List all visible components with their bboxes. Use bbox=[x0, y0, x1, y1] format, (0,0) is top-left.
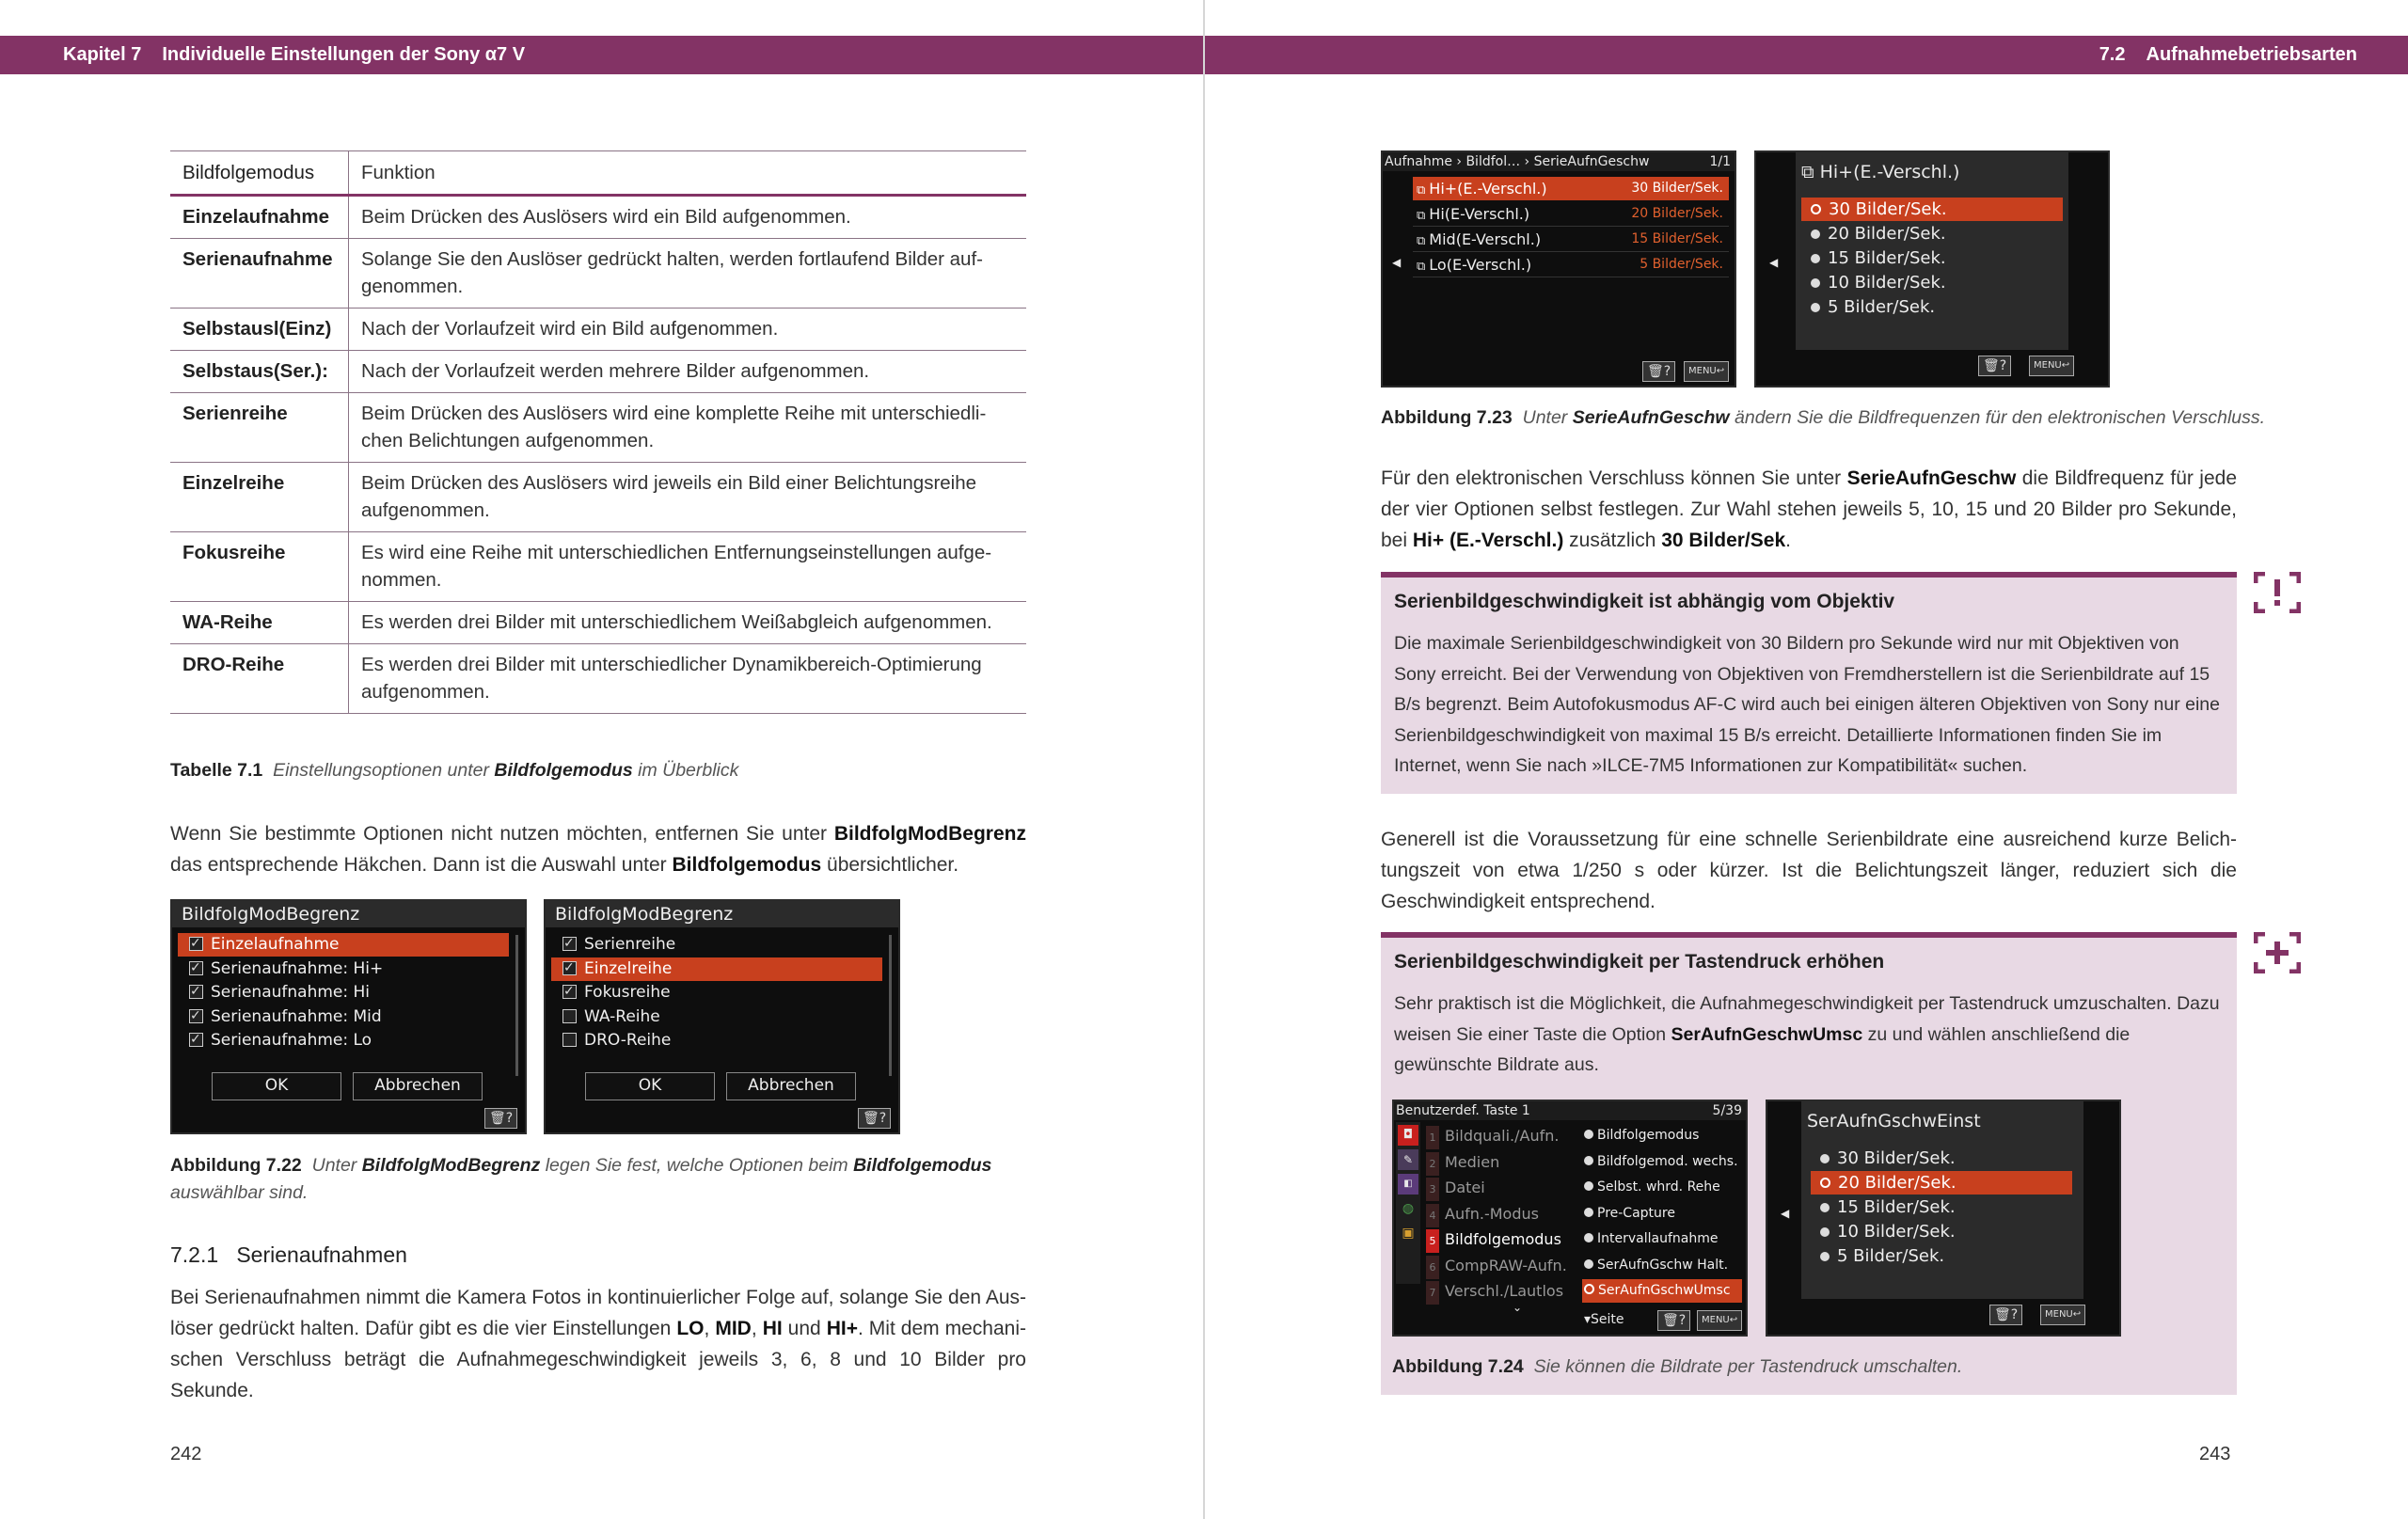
ok-button[interactable]: OK bbox=[585, 1072, 715, 1100]
radio-option[interactable] bbox=[1811, 1195, 2072, 1219]
ok-button[interactable]: OK bbox=[212, 1072, 341, 1100]
checkbox[interactable] bbox=[189, 937, 203, 951]
right-page bbox=[1205, 0, 2408, 1519]
table-caption-text-end: im Überblick bbox=[632, 760, 739, 781]
checkbox[interactable] bbox=[189, 1033, 203, 1047]
edit-icon: ✎ bbox=[1398, 1149, 1418, 1170]
category-label: Verschl./Lautlos bbox=[1445, 1282, 1564, 1300]
menu-item[interactable] bbox=[1413, 228, 1729, 252]
radio-label: 5 Bilder/Sek. bbox=[1828, 297, 1936, 317]
menu-item-label: Mid(E-Verschl.) bbox=[1429, 230, 1542, 248]
checkbox[interactable] bbox=[189, 985, 203, 999]
left-arrow-icon: ◀ bbox=[1781, 1207, 1790, 1220]
cancel-button[interactable]: Abbrechen bbox=[726, 1072, 856, 1100]
category-label: Bildquali./Aufn. bbox=[1445, 1127, 1560, 1145]
category-item[interactable] bbox=[1426, 1202, 1567, 1226]
bold-term: SerAufnGeschwUmsc bbox=[1671, 1023, 1863, 1045]
menu-item[interactable] bbox=[1413, 253, 1729, 277]
radio-dot bbox=[1820, 1252, 1830, 1261]
category-number: 4 bbox=[1426, 1204, 1439, 1227]
checkbox[interactable] bbox=[562, 985, 577, 999]
table-cell-mode: Serienreihe bbox=[170, 393, 349, 463]
category-number: 7 bbox=[1426, 1281, 1439, 1305]
checkbox-item[interactable] bbox=[551, 1005, 882, 1029]
radio-dot bbox=[1584, 1284, 1594, 1294]
menu-item-label: Hi+(E.-Verschl.) bbox=[1429, 180, 1547, 198]
text: legen Sie fest, welche Optionen beim bbox=[540, 1155, 854, 1176]
checkbox-item[interactable] bbox=[551, 957, 882, 981]
category-label: Datei bbox=[1445, 1179, 1485, 1196]
table-caption bbox=[170, 757, 738, 784]
figure-label: Abbildung 7.23 bbox=[1381, 407, 1513, 428]
network-icon: ◍ bbox=[1402, 1201, 1415, 1216]
trash-help-icon: 🗑? bbox=[1978, 356, 2011, 376]
radio-label: 10 Bilder/Sek. bbox=[1837, 1222, 1956, 1242]
paragraph-electronic-shutter: Für den elektronischen Verschluss können Sie unter SerieAufnGeschw die Bildfrequenz für jede der vier Optionen selbst festlegen. Zur Wahl stehen jeweils 5, 10, 15 und 20 Bilder pro Sekunde, bei Hi+ (E.-Verschl.) zusätzlich 30 Bilder/Sek. bbox=[1381, 467, 2238, 551]
category-item[interactable] bbox=[1426, 1279, 1567, 1303]
table-cell-mode: WA-Reihe bbox=[170, 602, 349, 644]
menu-item[interactable] bbox=[1413, 177, 1729, 200]
radio-option[interactable] bbox=[1801, 295, 2063, 319]
table-caption-label: Tabelle 7.1 bbox=[170, 760, 263, 781]
function-label: SerAufnGschwUmsc bbox=[1598, 1283, 1731, 1298]
category-item[interactable] bbox=[1426, 1254, 1567, 1277]
breadcrumb-text: Aufnahme › Bildfol… › SerieAufnGeschw bbox=[1385, 154, 1650, 169]
function-item[interactable] bbox=[1582, 1227, 1742, 1251]
page-number: 243 bbox=[2199, 1444, 2231, 1464]
radio-label: 10 Bilder/Sek. bbox=[1828, 273, 1946, 293]
radio-option[interactable] bbox=[1811, 1244, 2072, 1268]
category-item[interactable] bbox=[1426, 1176, 1567, 1199]
table-row bbox=[170, 644, 1026, 714]
figure-label: Abbildung 7.22 bbox=[170, 1155, 302, 1176]
radio-dot bbox=[1584, 1259, 1593, 1269]
figure-text: Sie können die Bildrate per Tastendruck umschalten. bbox=[1533, 1356, 1963, 1377]
figure-label: Abbildung 7.24 bbox=[1392, 1356, 1524, 1377]
radio-label: 15 Bilder/Sek. bbox=[1837, 1197, 1956, 1217]
bold-term: BildfolgModBegrenz bbox=[361, 1155, 541, 1176]
checkbox[interactable] bbox=[562, 1009, 577, 1023]
radio-dot bbox=[1811, 278, 1820, 288]
camera-screen-limit-1 bbox=[170, 899, 527, 1134]
checkbox-item[interactable] bbox=[178, 981, 509, 1005]
category-item[interactable] bbox=[1426, 1227, 1567, 1251]
left-page bbox=[0, 0, 1203, 1519]
text: Unter bbox=[1522, 407, 1573, 428]
paragraph-burst-shooting: Bei Serienaufnahmen nimmt die Kamera Fotos in kontinuierlicher Folge auf, solange Sie den Auslöser gedrückt halten. Dafür gibt es die vier Einstellungen LO, MID, HI und HI+. Mit dem mechanischen Verschluss beträgt die Aufnahmegeschwindigkeit jeweils 3, 6, 8 und 10 Bilder pro Sekunde. bbox=[170, 1287, 1026, 1401]
checkbox-item[interactable] bbox=[178, 957, 509, 981]
bold-term: LO bbox=[676, 1318, 705, 1339]
checkbox[interactable] bbox=[562, 937, 577, 951]
bold-term: Hi+ (E.-Verschl.) bbox=[1412, 530, 1564, 551]
checkbox-item[interactable] bbox=[551, 981, 882, 1005]
section-header bbox=[1205, 36, 2408, 74]
table-cell-function: Nach der Vorlaufzeit werden mehrere Bilder aufgenommen. bbox=[349, 351, 1027, 393]
table-row bbox=[170, 602, 1026, 644]
section-number: 7.2 bbox=[2099, 44, 2126, 65]
radio-label: 30 Bilder/Sek. bbox=[1829, 199, 1947, 219]
bold-term: HI bbox=[762, 1318, 783, 1339]
bold-term: SerieAufnGeschw bbox=[1572, 407, 1730, 428]
table-header-mode: Bildfolgemodus bbox=[170, 151, 349, 196]
table-cell-function: Solange Sie den Auslöser gedrückt halten, werden fortlaufend Bilder aufgenommen. bbox=[349, 239, 1027, 309]
table-row bbox=[170, 239, 1026, 309]
section-title: Serienaufnahmen bbox=[236, 1242, 407, 1267]
radio-dot bbox=[1820, 1203, 1830, 1212]
radio-dot bbox=[1811, 204, 1821, 214]
bold-term: BildfolgModBegrenz bbox=[833, 823, 1026, 845]
table-row bbox=[170, 393, 1026, 463]
table-cell-function: Beim Drücken des Auslösers wird ein Bild aufgenommen. bbox=[349, 196, 1027, 239]
checkbox-item[interactable] bbox=[551, 933, 882, 957]
radio-label: 20 Bilder/Sek. bbox=[1828, 224, 1946, 244]
page-number: 242 bbox=[170, 1444, 202, 1464]
function-label: Intervallaufnahme bbox=[1597, 1231, 1719, 1246]
checkbox-label: Serienaufnahme: Lo bbox=[211, 1031, 372, 1050]
page-indicator: 5/39 bbox=[1712, 1103, 1742, 1118]
category-number: 6 bbox=[1426, 1256, 1439, 1279]
menu-item-label: Lo(E-Verschl.) bbox=[1429, 256, 1532, 274]
radio-option[interactable] bbox=[1801, 246, 2063, 270]
chevron-down-icon: ⌄ bbox=[1513, 1301, 1523, 1314]
text: . Mit dem mechanischen Verschluss beträgt die Aufnahmegeschwindigkeit jeweils 3, 6, 8 und 10 Bilder pro Sekunde. bbox=[170, 1318, 1026, 1401]
radio-dot bbox=[1820, 1178, 1830, 1188]
radio-dot bbox=[1584, 1181, 1593, 1191]
section-number: 7.2.1 bbox=[170, 1242, 219, 1267]
breadcrumb-text: Benutzerdef. Taste 1 bbox=[1396, 1103, 1530, 1118]
table-cell-function: Nach der Vorlaufzeit wird ein Bild aufgenommen. bbox=[349, 309, 1027, 351]
function-label: Selbst. whrd. Rehe bbox=[1597, 1179, 1720, 1195]
menu-back-icon: MENU↩ bbox=[1697, 1310, 1742, 1331]
table-cell-function: Es wird eine Reihe mit unterschiedlichen Entfernungseinstellungen aufgenommen. bbox=[349, 532, 1027, 602]
radio-option[interactable] bbox=[1811, 1147, 2072, 1170]
cancel-button[interactable]: Abbrechen bbox=[353, 1072, 483, 1100]
text: ändern Sie die Bildfrequenzen für den elektronischen Verschluss. bbox=[1729, 407, 2266, 428]
bold-term: 30 Bilder/Sek bbox=[1661, 530, 1786, 551]
radio-label: 5 Bilder/Sek. bbox=[1837, 1246, 1945, 1266]
menu-item-value: 20 Bilder/Sek. bbox=[1631, 206, 1723, 221]
chapter-title: Individuelle Einstellungen der Sony α7 V bbox=[162, 44, 526, 65]
category-item[interactable] bbox=[1426, 1150, 1567, 1174]
menu-back-icon: MENU↩ bbox=[2029, 356, 2074, 376]
radio-label: 30 Bilder/Sek. bbox=[1837, 1148, 1956, 1168]
burst-mode-icon: ⧉ bbox=[1417, 234, 1426, 248]
burst-mode-icon: ⧉ bbox=[1417, 260, 1426, 274]
trash-help-icon: 🗑? bbox=[484, 1108, 517, 1129]
table-cell-mode: Selbstausl(Einz) bbox=[170, 309, 349, 351]
bold-term: HI+ bbox=[826, 1318, 858, 1339]
radio-option[interactable] bbox=[1801, 271, 2063, 294]
trash-help-icon: 🗑? bbox=[1989, 1305, 2022, 1325]
checkbox-item[interactable] bbox=[178, 1029, 509, 1052]
category-label: CompRAW-Aufn. bbox=[1445, 1256, 1567, 1274]
table-header-function: Funktion bbox=[349, 151, 1027, 196]
category-number: 2 bbox=[1426, 1152, 1439, 1176]
figure-7-23-caption bbox=[1381, 404, 2406, 432]
function-item[interactable] bbox=[1582, 1254, 1742, 1277]
function-item[interactable] bbox=[1582, 1202, 1742, 1226]
checkbox[interactable] bbox=[189, 1009, 203, 1023]
checkbox-item[interactable] bbox=[551, 1029, 882, 1052]
function-item[interactable] bbox=[1582, 1279, 1742, 1303]
radio-dot bbox=[1584, 1208, 1593, 1217]
table-caption-bold: Bildfolgemodus bbox=[494, 760, 633, 781]
category-item[interactable] bbox=[1426, 1124, 1567, 1147]
camera-screen-custom-key bbox=[1392, 1100, 1748, 1337]
category-number: 3 bbox=[1426, 1178, 1439, 1201]
menu-item-value: 30 Bilder/Sek. bbox=[1631, 181, 1723, 196]
scrollbar bbox=[889, 935, 892, 1076]
menu-item-label: Hi(E-Verschl.) bbox=[1429, 205, 1530, 223]
page-label: ▾Seite bbox=[1584, 1312, 1624, 1327]
checkbox-label: Einzelaufnahme bbox=[211, 935, 340, 954]
screen-title: BildfolgModBegrenz bbox=[172, 901, 525, 927]
info-box-body: Sehr praktisch ist die Möglichkeit, die Aufnahmegeschwindigkeit per Tastendruck umzuschalten. Dazu weisen Sie einer Taste die Option SerAufnGeschwUmsc zu und wählen anschließend die gewünschte Bildrate aus. bbox=[1394, 993, 2220, 1075]
menu-item-value: 15 Bilder/Sek. bbox=[1631, 231, 1723, 246]
checkbox-label: Einzelreihe bbox=[584, 958, 673, 978]
category-number: 1 bbox=[1426, 1126, 1439, 1149]
chapter-number: Kapitel 7 bbox=[63, 44, 142, 65]
trash-help-icon: 🗑? bbox=[1642, 361, 1675, 382]
menu-item[interactable] bbox=[1413, 202, 1729, 227]
radio-option[interactable] bbox=[1801, 198, 2063, 221]
info-box-title: Serienbildgeschwindigkeit ist abhängig vom Objektiv bbox=[1394, 591, 1895, 612]
chapter-header bbox=[0, 36, 1203, 74]
camera-screen-burst-speed bbox=[1381, 150, 1736, 388]
function-item[interactable] bbox=[1582, 1124, 1742, 1147]
toolbox-icon: ▣ bbox=[1402, 1226, 1415, 1241]
radio-dot bbox=[1811, 303, 1820, 312]
text: auswählbar sind. bbox=[170, 1182, 309, 1203]
menu-item-value: 5 Bilder/Sek. bbox=[1640, 257, 1723, 272]
breadcrumb bbox=[1383, 152, 1735, 171]
movie-icon: ◧ bbox=[1398, 1174, 1418, 1195]
checkbox-label: Serienreihe bbox=[584, 935, 676, 954]
table-row bbox=[170, 196, 1026, 239]
checkbox-label: WA-Reihe bbox=[584, 1006, 660, 1026]
radio-dot bbox=[1584, 1233, 1593, 1242]
text: Unter bbox=[311, 1155, 362, 1176]
category-label: Medien bbox=[1445, 1152, 1500, 1171]
info-box-body: Die maximale Serienbildgeschwindigkeit von 30 Bildern pro Sekunde wird nur mit Objektiven von Sony erreicht. Bei der Verwendung von Objektiven von Fremdherstellern ist die Serienbildrate auf 15 B/s begrenzt. Beim Autofokusmodus AF-C wird auch bei einigen älteren Objektiven von Sony nur eine Serienbildgeschwindigkeit von maximal 15 B/s erreicht. Detaillierte Informationen finden Sie im Internet, wenn Sie nach »ILCE-7M5 Informationen zur Kompatibilität« suchen. bbox=[1394, 633, 2220, 776]
table-cell-function: Es werden drei Bilder mit unterschiedlicher Dynamikbereich-Optimierung aufgenommen. bbox=[349, 644, 1027, 714]
radio-dot bbox=[1584, 1130, 1593, 1139]
section-heading bbox=[170, 1242, 407, 1268]
info-box-title: Serienbildgeschwindigkeit per Tastendruck erhöhen bbox=[1394, 951, 1885, 973]
radio-label: 15 Bilder/Sek. bbox=[1828, 248, 1946, 268]
category-number: 5 bbox=[1426, 1229, 1439, 1253]
text: Bei Serienaufnahmen nimmt die Kamera Fotos in kontinuierlicher Folge auf, solange Sie den Auslöser gedrückt halten. Dafür gibt es die vier Einstellungen bbox=[170, 1287, 1026, 1339]
radio-option[interactable] bbox=[1811, 1220, 2072, 1243]
trash-help-icon: 🗑? bbox=[858, 1108, 891, 1129]
function-label: Bildfolgemodus bbox=[1597, 1128, 1700, 1143]
text: Wenn Sie bestimmte Optionen nicht nutzen möchten, entfernen Sie unter bbox=[170, 823, 834, 845]
table-cell-mode: Einzelaufnahme bbox=[170, 196, 349, 239]
category-label: Bildfolgemodus bbox=[1445, 1230, 1561, 1248]
scrollbar bbox=[515, 935, 518, 1076]
camera-screen-hi-plus bbox=[1754, 150, 2110, 388]
radio-dot bbox=[1811, 254, 1820, 263]
checkbox-item[interactable] bbox=[178, 933, 509, 957]
dialog-title: ⧉ Hi+(E.-Verschl.) bbox=[1801, 162, 1960, 182]
info-exclamation-icon bbox=[2254, 572, 2301, 613]
function-label: Pre-Capture bbox=[1597, 1205, 1675, 1221]
camera-icon: ◘ bbox=[1398, 1125, 1418, 1146]
function-label: Bildfolgemod. wechs. bbox=[1597, 1153, 1738, 1169]
checkbox-label: Serienaufnahme: Mid bbox=[211, 1006, 382, 1026]
table-cell-mode: Fokusreihe bbox=[170, 532, 349, 602]
checkbox-label: Serienaufnahme: Hi bbox=[211, 983, 370, 1002]
paragraph-limit-modes bbox=[170, 818, 1026, 880]
dialog-title: SerAufnGschwEinst bbox=[1807, 1111, 1981, 1131]
table-cell-mode: Serienaufnahme bbox=[170, 239, 349, 309]
radio-option[interactable] bbox=[1801, 222, 2063, 245]
bold-term: MID bbox=[715, 1318, 752, 1339]
checkbox[interactable] bbox=[189, 961, 203, 975]
radio-option[interactable] bbox=[1811, 1171, 2072, 1195]
table-cell-function: Beim Drücken des Auslösers wird jeweils ein Bild einer Belichtungsreihe aufgenommen. bbox=[349, 463, 1027, 532]
burst-mode-icon: ⧉ bbox=[1417, 209, 1426, 223]
table-header-row bbox=[170, 151, 1026, 196]
info-box-lens bbox=[1381, 572, 2237, 794]
figure-7-22-caption bbox=[170, 1152, 1026, 1207]
radio-dot bbox=[1820, 1154, 1830, 1163]
paragraph-exposure-time: Generell ist die Voraussetzung für eine schnelle Serienbildrate eine ausreichend kurze Belichtungszeit von etwa 1/250 s oder kürzer. Ist die Belichtungszeit länger, reduziert sich die Geschwindigkeit entsprechend. bbox=[1381, 829, 2237, 912]
menu-back-icon: MENU↩ bbox=[1684, 361, 1729, 382]
left-arrow-icon: ◀ bbox=[1769, 256, 1779, 269]
camera-screen-burst-switch bbox=[1766, 1100, 2121, 1337]
left-arrow-icon: ◀ bbox=[1392, 256, 1402, 269]
table-caption-text: Einstellungsoptionen unter bbox=[273, 760, 495, 781]
checkbox[interactable] bbox=[562, 961, 577, 975]
table-cell-mode: Einzelreihe bbox=[170, 463, 349, 532]
checkbox-label: DRO-Reihe bbox=[584, 1031, 672, 1050]
radio-label: 20 Bilder/Sek. bbox=[1838, 1173, 1956, 1193]
table-cell-mode: DRO-Reihe bbox=[170, 644, 349, 714]
camera-screen-limit-2 bbox=[544, 899, 900, 1134]
function-item[interactable] bbox=[1582, 1150, 1742, 1174]
bold-term: Bildfolgemodus bbox=[672, 854, 822, 876]
table-cell-function: Es werden drei Bilder mit unterschiedlichem Weißabgleich aufgenommen. bbox=[349, 602, 1027, 644]
tip-plus-icon bbox=[2254, 932, 2301, 973]
section-title: Aufnahmebetriebsarten bbox=[2146, 44, 2357, 65]
table-row bbox=[170, 309, 1026, 351]
table-row bbox=[170, 532, 1026, 602]
options-table bbox=[170, 150, 1026, 714]
table-row bbox=[170, 463, 1026, 532]
figure-7-24-caption bbox=[1392, 1353, 1962, 1381]
text: übersichtlicher. bbox=[821, 854, 959, 876]
info-box-button bbox=[1381, 932, 2237, 1395]
table-cell-mode: Selbstaus(Ser.): bbox=[170, 351, 349, 393]
radio-dot bbox=[1811, 229, 1820, 239]
function-item[interactable] bbox=[1582, 1176, 1742, 1199]
checkbox-label: Serienaufnahme: Hi+ bbox=[211, 958, 384, 978]
category-icon-column bbox=[1396, 1122, 1420, 1284]
bold-term: SerieAufnGeschw bbox=[1846, 467, 2017, 489]
text: das entsprechende Häkchen. Dann ist die Auswahl unter bbox=[170, 854, 673, 876]
function-label: SerAufnGschw Halt. bbox=[1597, 1257, 1729, 1273]
burst-mode-icon: ⧉ bbox=[1417, 183, 1426, 198]
screen-title: BildfolgModBegrenz bbox=[546, 901, 898, 927]
checkbox-label: Fokusreihe bbox=[584, 983, 671, 1002]
table-row bbox=[170, 351, 1026, 393]
checkbox-item[interactable] bbox=[178, 1005, 509, 1029]
trash-help-icon: 🗑? bbox=[1657, 1310, 1690, 1331]
page-indicator: 1/1 bbox=[1709, 154, 1731, 169]
table-cell-function: Beim Drücken des Auslösers wird eine komplette Reihe mit unterschiedlichen Belichtungen aufgenommen. bbox=[349, 393, 1027, 463]
radio-dot bbox=[1820, 1227, 1830, 1237]
category-label: Aufn.-Modus bbox=[1445, 1204, 1539, 1223]
menu-back-icon: MENU↩ bbox=[2040, 1305, 2085, 1325]
breadcrumb bbox=[1394, 1101, 1746, 1120]
bold-term: Bildfolgemodus bbox=[853, 1155, 992, 1176]
radio-dot bbox=[1584, 1156, 1593, 1165]
checkbox[interactable] bbox=[562, 1033, 577, 1047]
